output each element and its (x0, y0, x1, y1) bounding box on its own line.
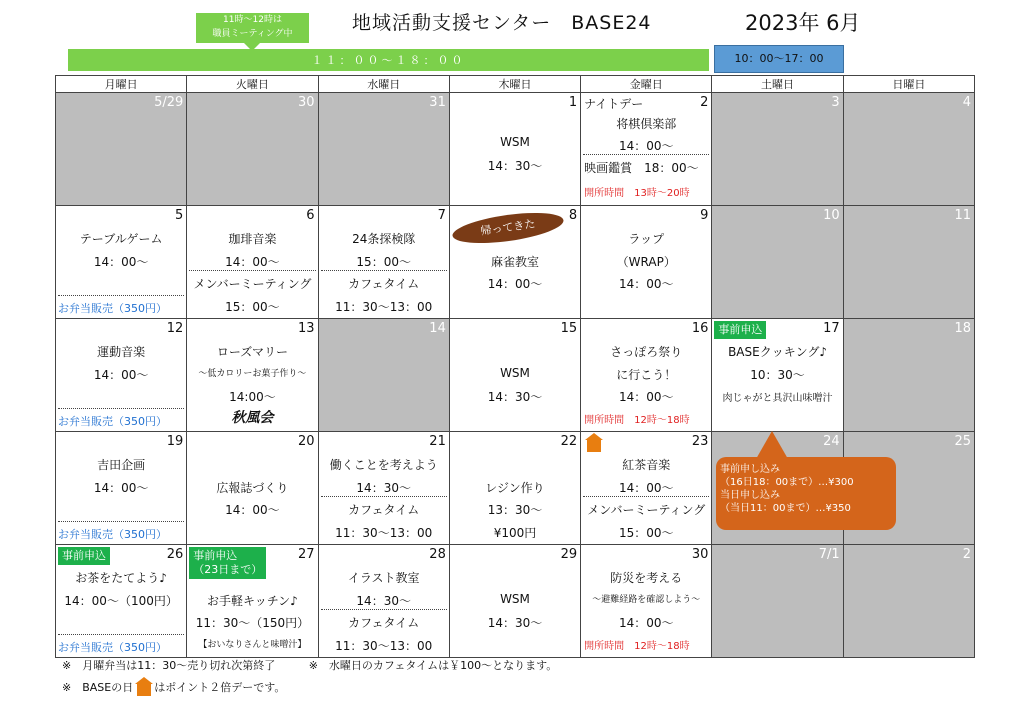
event-line: さっぽろ祭り (610, 345, 683, 359)
event-line: 14：00〜 (93, 368, 149, 382)
event-line: 珈琲音楽 (228, 232, 277, 246)
week-row (56, 93, 975, 206)
meeting-time-tag (196, 13, 309, 43)
dotted-divider (321, 609, 447, 610)
day-number: 17 (823, 321, 840, 336)
event-line: 紅茶音楽 (622, 458, 671, 472)
day-number: 24 (823, 434, 840, 449)
event-line: お手軽キッチン♪ (207, 594, 298, 608)
day-cell (56, 432, 187, 545)
event-line: お弁当販売（350円） (58, 302, 167, 315)
day-number: 18 (954, 321, 971, 336)
dotted-divider (58, 295, 184, 296)
day-number: 27 (298, 547, 315, 562)
day-cell (449, 432, 580, 545)
day-number: 13 (298, 321, 315, 336)
dotted-divider (321, 496, 447, 497)
day-cell (712, 93, 843, 206)
week-row (56, 319, 975, 432)
returned-bubble: 帰ってきた (451, 207, 566, 248)
day-cell (712, 319, 843, 432)
note-lunch: ※ 月曜弁当は11：30〜売り切れ次第終了 (62, 659, 276, 672)
event-line: 〜低カロリーお菓子作り〜 (198, 369, 307, 379)
event-line: 14：00〜 (487, 277, 543, 291)
day-cell (712, 206, 843, 319)
dotted-divider (189, 270, 315, 271)
day-number: 26 (166, 547, 184, 562)
event-line: カフェタイム (348, 503, 420, 517)
reservation-tag: 事前申込 (714, 321, 766, 339)
event-line: 14：00〜 (618, 277, 674, 291)
event-line: ローズマリー (216, 345, 288, 359)
note-line-2 (62, 679, 285, 696)
day-number: 30 (298, 95, 315, 110)
day-cell (843, 545, 974, 658)
event-line: 吉田企画 (97, 458, 146, 472)
day-number: 11 (954, 208, 971, 223)
house-icon (587, 440, 601, 452)
day-number: 2 (962, 547, 971, 562)
event-line: 開所時間 12時〜18時 (584, 641, 690, 652)
event-line: 開所時間 13時〜20時 (584, 188, 690, 199)
event-line: 将棋倶楽部 (616, 117, 677, 131)
event-line: に行こう！ (616, 368, 677, 382)
weekday-header: 月曜日 (56, 76, 187, 93)
event-line: 14：00〜（100円） (64, 594, 178, 608)
weekday-hours-bar: １１：００〜１８：００ (68, 49, 709, 71)
day-cell (56, 545, 187, 658)
day-number: 29 (560, 547, 578, 562)
event-line: WSM (500, 592, 530, 606)
event-line: 24条探検隊 (352, 232, 416, 246)
event-line: お茶をたてよう♪ (75, 571, 167, 585)
day-cell (187, 93, 318, 206)
day-number: 7/1 (818, 547, 840, 562)
day-number: 16 (691, 321, 709, 336)
event-line: 14:00〜 (229, 390, 276, 404)
event-line: 15：00〜 (356, 255, 411, 269)
event-line: 15：00〜 (225, 300, 280, 314)
day-cell (581, 432, 712, 545)
event-line: 15：00〜 (618, 526, 674, 540)
day-number: 1 (568, 95, 578, 110)
saturday-hours-box: 10：00〜17：00 (714, 45, 844, 73)
reservation-tag: 事前申込 (58, 547, 110, 565)
day-cell (56, 206, 187, 319)
day-number: 2 (700, 95, 709, 110)
cooking-fee-callout: 事前申し込み （16日18：00まで）…¥300 当日申し込み （当日11：00まで）…¥350 (716, 457, 896, 530)
day-cell (449, 93, 580, 206)
day-cell (187, 319, 318, 432)
day-number: 28 (429, 547, 446, 562)
day-cell (318, 319, 449, 432)
day-number: 7 (437, 208, 446, 223)
year-month: 2023年 6月 (745, 11, 861, 35)
event-line: イラスト教室 (347, 571, 420, 585)
event-line: 14：00〜 (93, 481, 149, 495)
event-line: 14：00〜 (618, 616, 674, 630)
day-cell (318, 206, 449, 319)
day-number: 5/29 (154, 95, 184, 110)
week-row (56, 545, 975, 658)
meeting-time-text: 11時〜12時は 職員ミーティング中 (212, 15, 293, 39)
dotted-divider (58, 408, 184, 409)
event-line: 14：00〜 (618, 481, 674, 495)
day-cell (843, 206, 974, 319)
event-line: 麻雀教室 (490, 255, 539, 269)
day-cell (449, 319, 580, 432)
event-line: お弁当販売（350円） (58, 641, 167, 654)
note-line-1 (62, 657, 557, 673)
day-number: 4 (962, 95, 971, 110)
day-number: 30 (691, 547, 709, 562)
weekday-header: 火曜日 (187, 76, 318, 93)
day-number: 6 (306, 208, 315, 223)
event-line: 11：30〜13：00 (335, 526, 433, 540)
day-cell (318, 93, 449, 206)
day-number: 21 (429, 434, 446, 449)
day-cell (56, 319, 187, 432)
event-line: 10：30〜 (750, 368, 805, 382)
day-number: 12 (166, 321, 184, 336)
weekday-header: 金曜日 (581, 76, 712, 93)
event-line: メンバーミーティング (587, 503, 706, 517)
day-cell (843, 93, 974, 206)
event-line: テーブルゲーム (79, 232, 163, 246)
day-number: 19 (166, 434, 184, 449)
event-line: お弁当販売（350円） (58, 528, 167, 541)
dotted-divider (58, 521, 184, 522)
day-number: 25 (954, 434, 971, 449)
day-cell (56, 93, 187, 206)
note-base-day: ※ BASEの日 (62, 681, 134, 694)
day-number: 5 (175, 208, 184, 223)
event-line: お弁当販売（350円） (58, 415, 167, 428)
event-line: 14：30〜 (487, 390, 543, 404)
event-line: 防災を考える (610, 571, 683, 585)
event-line: WSM (500, 366, 530, 380)
event-line: 広報誌づくり (216, 481, 289, 495)
day-cell (449, 545, 580, 658)
day-cell (187, 432, 318, 545)
event-line: 14：00〜 (225, 503, 280, 517)
dotted-divider (321, 270, 447, 271)
note-points: はポイント２倍デーです。 (154, 681, 286, 694)
event-line: 〜避難経路を確認しよう〜 (592, 595, 701, 605)
note-cafe: ※ 水曜日のカフェタイムは￥100〜となります。 (308, 659, 558, 672)
event-line: 14：00〜 (618, 139, 674, 153)
dotted-divider (583, 496, 709, 497)
event-line: 14：00〜 (93, 255, 149, 269)
event-line: 14：00〜 (225, 255, 280, 269)
night-day-label: ナイトデー (584, 97, 644, 111)
event-line: 【おいなりさんと味噌汁】 (198, 640, 307, 650)
event-line: BASEクッキング♪ (728, 345, 828, 359)
event-line: ¥100円 (493, 526, 537, 540)
weekday-header: 木曜日 (449, 76, 580, 93)
day-number: 9 (700, 208, 709, 223)
weekday-header-row (56, 76, 975, 93)
day-cell (187, 545, 318, 658)
reservation-tag: 事前申込 （23日まで） (189, 547, 266, 579)
day-cell (581, 93, 712, 206)
page-title: 地域活動支援センター BASE24 (352, 12, 652, 34)
event-line: 運動音楽 (97, 345, 146, 359)
event-line: 14：00〜 (618, 390, 674, 404)
dotted-divider (583, 154, 709, 155)
event-line: 11：30〜13：00 (335, 639, 433, 653)
day-cell (581, 545, 712, 658)
event-line: 14：30〜 (487, 159, 543, 173)
event-line: 開所時間 12時〜18時 (584, 415, 690, 426)
event-line: 肉じゃがと具沢山味噌汁 (722, 393, 833, 404)
day-cell (187, 206, 318, 319)
day-cell (581, 206, 712, 319)
event-line: メンバーミーティング (193, 277, 312, 291)
day-cell (318, 432, 449, 545)
day-number: 22 (560, 434, 578, 449)
event-line: （WRAP） (616, 255, 676, 269)
event-line: ラップ (628, 232, 665, 246)
day-cell (318, 545, 449, 658)
day-cell (843, 319, 974, 432)
event-line: 14：30〜 (356, 481, 411, 495)
day-number: 14 (429, 321, 446, 336)
event-line: 13：30〜 (487, 503, 543, 517)
dotted-divider (58, 634, 184, 635)
day-cell (712, 545, 843, 658)
event-line: 14：30〜 (487, 616, 543, 630)
day-number: 15 (560, 321, 578, 336)
day-cell (581, 319, 712, 432)
weekday-header: 日曜日 (843, 76, 974, 93)
event-line: 11：30〜（150円） (195, 616, 310, 630)
event-line: 秋風会 (231, 410, 274, 426)
day-number: 3 (831, 95, 840, 110)
day-number: 23 (691, 434, 709, 449)
day-number: 8 (568, 208, 578, 223)
weekday-header: 水曜日 (318, 76, 449, 93)
day-number: 20 (298, 434, 315, 449)
event-line: 働くことを考えよう (329, 458, 438, 472)
day-number: 31 (429, 95, 446, 110)
house-icon (137, 684, 151, 696)
event-line: 11：30〜13：00 (335, 300, 433, 314)
event-line: 映画鑑賞 18：00〜 (584, 161, 699, 175)
event-line: レジン作り (485, 481, 545, 495)
calendar-grid (55, 75, 975, 658)
event-line: カフェタイム (348, 616, 420, 630)
weekday-header: 土曜日 (712, 76, 843, 93)
day-number: 10 (823, 208, 840, 223)
event-line: 14：30〜 (356, 594, 411, 608)
event-line: WSM (500, 135, 530, 149)
event-line: カフェタイム (348, 277, 420, 291)
